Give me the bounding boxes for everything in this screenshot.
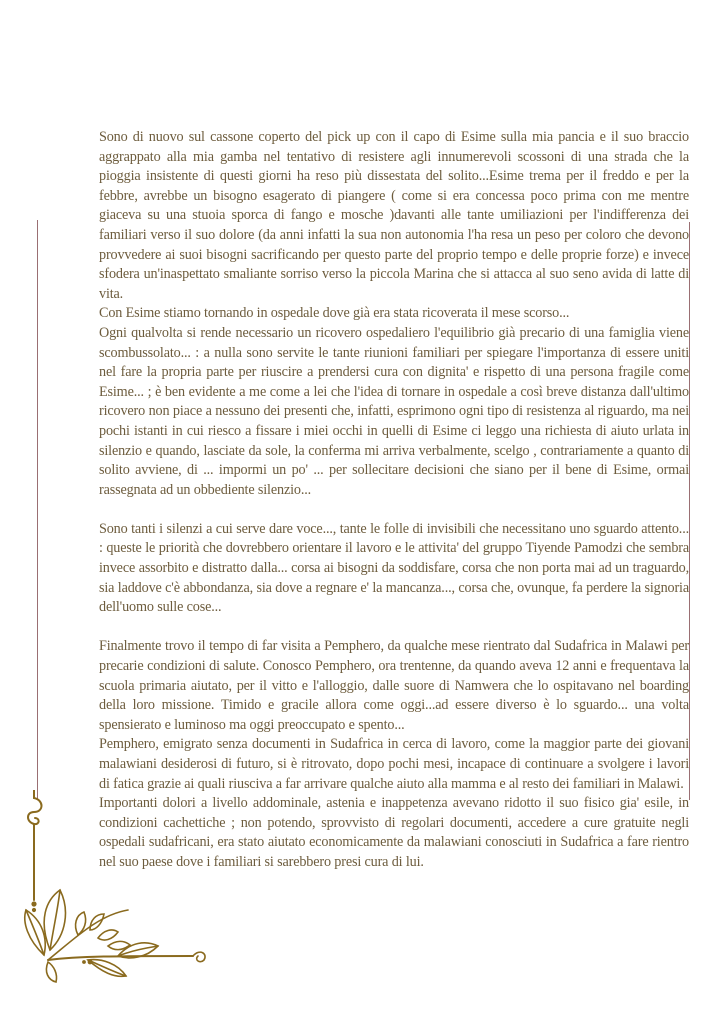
paragraph: Pemphero, emigrato senza documenti in Sudafrica in cerca di lavoro, come la maggior parte dei giovani malawiani desiderosi di futuro, si è ritrovato, dopo pochi mesi, incapace di continuare a svolgere i lavori di fatica grazie ai quali riusciva a far arrivare qualche aiuto alla mamma e al resto dei familiari in Malawi. bbox=[99, 736, 689, 792]
paragraph: Importanti dolori a livello addominale, astenia e inappetenza avevano ridotto il suo fisico gia' esile, in condizioni cachettiche ; non potendo, sprovvisto di regolari documenti, accedere a cure gratuite negli ospedali sudafricani, era stato aiutato economicamente da malawiani conosciuti in Sudafrica a fare rientro nel suo paese dove i familiari si sarebbero presi cura di lui. bbox=[99, 795, 689, 870]
paragraph: Con Esime stiamo tornando in ospedale dove già era stata ricoverata il mese scorso... bbox=[99, 305, 570, 322]
paragraph: Sono di nuovo sul cassone coperto del pick up con il capo di Esime sulla mia pancia e il suo braccio aggrappato alla mia gamba nel tentativo di resistere agli innumerevoli scossoni di una strada che la pioggia insistente di questi giorni ha reso più dissestata del solito...Esime trema per il freddo e per la febbre, avrebbe un bisogno esagerato di piangere ( come si era concessa poco prima con me mentre giaceva su una stuoia sporca di fango e mosche )davanti alle tante umiliazioni per l'indifferenza dei familiari verso il suo dolore (da anni infatti la sua non autonomia l'ha resa un peso per coloro che devono provvedere ai suoi bisogni sacrificando per questo parte del proprio tempo e delle proprie forze) e invece sfodera un'inaspettato smaliante sorriso verso la piccola Marina che si attacca al suo seno avida di latte di vita. bbox=[99, 129, 689, 302]
paragraph: Ogni qualvolta si rende necessario un ricovero ospedaliero l'equilibrio già precario di una famiglia viene scombussolato... : a nulla sono servite le tante riunioni familiari per spiegare l'importanza di essere uniti nel fare la propria parte per riuscire a prendersi cura con dignita' e rispetto di una persona fragile come Esime... ; è ben evidente a me come a lei che l'idea di tornare in ospedale a così breve distanza dall'ultimo ricovero non piace a nessuno dei presenti che, infatti, esprimono ogni tipo di resistenza al riguardo, ma nei pochi istanti in cui riesco a fissare i miei occhi in quelli di Esime ci leggo una richiesta di aiuto urlata in silenzio e quando, lasciate da sole, la conferma mi arriva verbalmente, scelgo , contrariamente a quanto di solito avviene, di ... impormi un po' ... per sollecitare decisioni che siano per il bene di Esime, ormai rassegnata ad un obbediente silenzio... bbox=[99, 324, 689, 498]
paragraph: Sono tanti i silenzi a cui serve dare voce..., tante le folle di invisibili che necessitano uno sguardo attento... : queste le priorità che dovrebbero orientare il lavoro e le attivita' del gruppo Tiyende Pamodzi che sembra invece assorbito e distratto dalla... corsa ai bisogni da soddisfare, corsa che non porta mai ad un traguardo, sia laddove c'è abbondanza, sia dove a regnare e' la mancanza..., corsa che, ovunque, fa perdere la signoria dell'uomo sulle cose... bbox=[99, 520, 689, 616]
left-border-rule bbox=[37, 220, 38, 800]
paragraph: Finalmente trovo il tempo di far visita a Pemphero, da qualche mese rientrato dal Sudafrica in Malawi per precarie condizioni di salute. Conosco Pemphero, ora trentenne, da quando aveva 12 anni e frequentava la scuola primaria aiutato, per il vitto e l'alloggio, dalle suore di Namwera che lo ospitavano nel boarding della loro missione. Timido e gracile allora come oggi...ad essere diverso è lo sguardo... una volta spensierato e luminoso ma oggi preoccupato e spento... bbox=[99, 638, 689, 733]
right-border-rule bbox=[689, 222, 690, 800]
body-text bbox=[99, 128, 689, 873]
floral-corner-ornament-icon bbox=[18, 790, 208, 990]
